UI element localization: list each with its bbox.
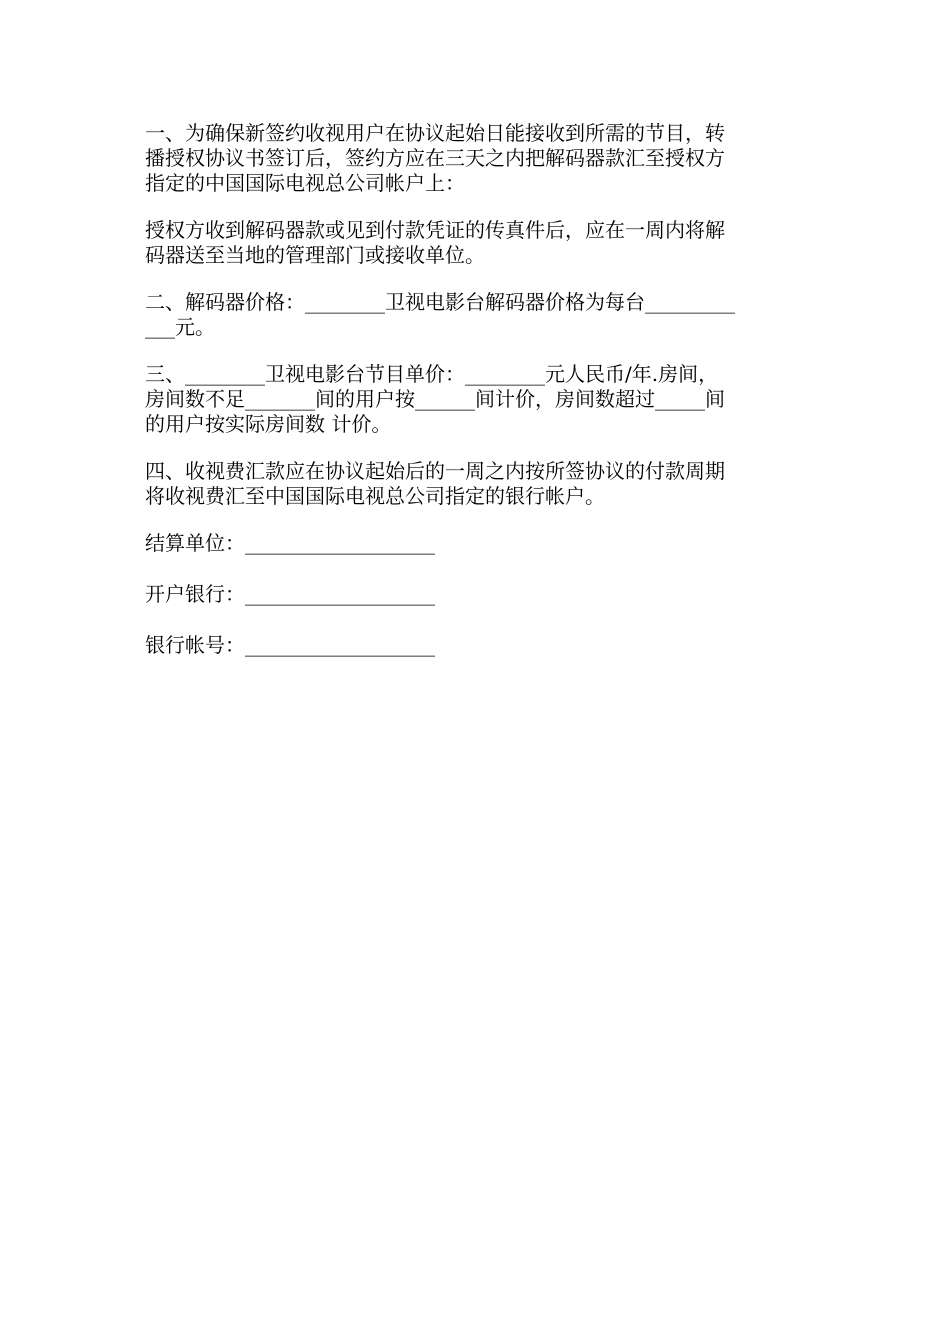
text-line: 码器送至当地的管理部门或接收单位。 bbox=[145, 243, 485, 267]
clause-1-paragraph bbox=[145, 121, 810, 196]
text-line: 指定的中国国际电视总公司帐户上： bbox=[145, 171, 465, 195]
text-line: 授权方收到解码器款或见到付款凭证的传真件后，应在一周内将解 bbox=[145, 218, 725, 242]
bank-account-field: 银行帐号：___________________ bbox=[145, 633, 435, 657]
clause-2-paragraph bbox=[145, 290, 810, 340]
clause-4-paragraph bbox=[145, 459, 810, 509]
clause-3-paragraph bbox=[145, 362, 810, 437]
bank-name-field: 开户银行：___________________ bbox=[145, 582, 435, 606]
text-line: 的用户按实际房间数 计价。 bbox=[145, 412, 392, 436]
text-line: ___元。 bbox=[145, 315, 215, 339]
text-line: 将收视费汇至中国国际电视总公司指定的银行帐户。 bbox=[145, 484, 605, 508]
document-page bbox=[145, 121, 810, 684]
text-line: 三、________卫视电影台节目单价：________元人民币/年.房间， bbox=[145, 362, 719, 386]
text-line: 房间数不足_______间的用户按______间计价，房间数超过_____间 bbox=[145, 387, 725, 411]
text-line: 二、解码器价格：________卫视电影台解码器价格为每台_________ bbox=[145, 290, 735, 314]
clause-1b-paragraph bbox=[145, 218, 810, 268]
text-line: 四、收视费汇款应在协议起始后的一周之内按所签协议的付款周期 bbox=[145, 459, 725, 483]
text-line: 一、为确保新签约收视用户在协议起始日能接收到所需的节目，转 bbox=[145, 121, 725, 145]
text-line: 播授权协议书签订后，签约方应在三天之内把解码器款汇至授权方 bbox=[145, 146, 725, 170]
settlement-unit-field: 结算单位：___________________ bbox=[145, 531, 435, 555]
